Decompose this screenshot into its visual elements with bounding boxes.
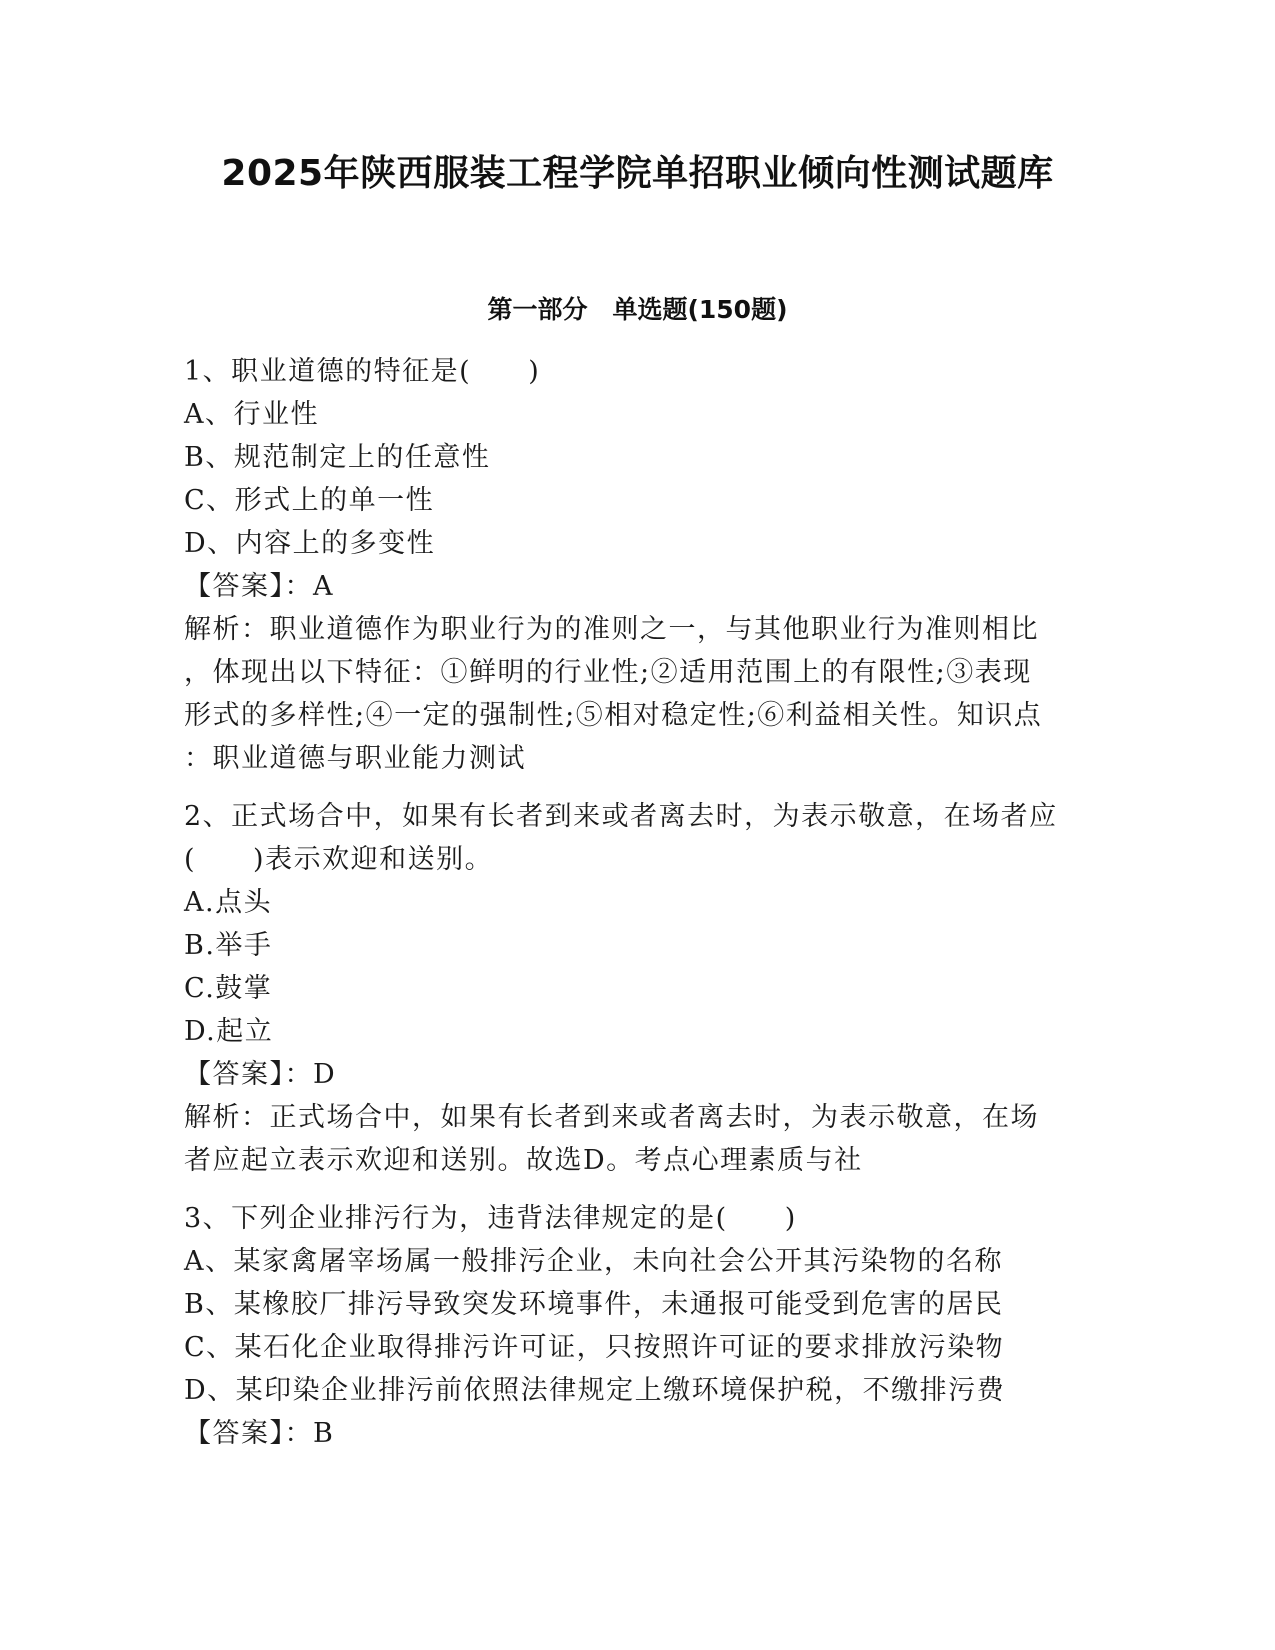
answer-label: 【答案】 [184,1059,285,1090]
question-stem: 3、下列企业排污行为，违背法律规定的是( ) [184,1203,797,1234]
answer-label: 【答案】 [184,571,285,602]
analysis-line: ：职业道德与职业能力测试 [184,743,526,774]
question-3 [184,1197,1084,1455]
option-d: D、内容上的多变性 [184,528,436,559]
option-c: C、某石化企业取得排污许可证，只按照许可证的要求排放污染物 [184,1332,1005,1363]
question-list [184,350,1084,1455]
analysis-line: ，体现出以下特征：①鲜明的行业性;②适用范围上的有限性;③表现 [184,657,1032,688]
answer-value: ：B [284,1418,335,1449]
option-d: D、某印染企业排污前依照法律规定上缴环境保护税，不缴排污费 [184,1375,1006,1406]
option-d: D.起立 [184,1016,274,1047]
answer-line [184,565,1084,608]
answer-line [184,1412,1084,1455]
answer-value: ：A [284,571,334,602]
analysis-line: 解析：职业道德作为职业行为的准则之一，与其他职业行为准则相比 [184,614,1039,645]
analysis-line: 解析：正式场合中，如果有长者到来或者离去时，为表示敬意，在场 [184,1102,1039,1133]
option-c: C.鼓掌 [184,973,273,1004]
question-spacer [184,780,1084,795]
document-title: 2025年陕西服装工程学院单招职业倾向性测试题库 [221,153,1054,194]
question-2 [184,795,1084,1182]
option-b: B、规范制定上的任意性 [184,442,491,473]
option-a: A.点头 [184,887,273,918]
answer-line [184,1053,1084,1096]
answer-value: ：D [284,1059,337,1090]
section-title: 第一部分 单选题(150题) [487,295,788,324]
option-c: C、形式上的单一性 [184,485,435,516]
question-stem: ( )表示欢迎和送别。 [184,844,494,875]
analysis-line: 形式的多样性;④一定的强制性;⑤相对稳定性;⑥利益相关性。知识点 [184,700,1043,731]
option-b: B、某橡胶厂排污导致突发环境事件，未通报可能受到危害的居民 [184,1289,1004,1320]
question-spacer [184,1182,1084,1197]
option-a: A、行业性 [184,399,319,430]
question-stem: 2、正式场合中，如果有长者到来或者离去时，为表示敬意，在场者应 [184,801,1058,832]
option-a: A、某家禽屠宰场属一般排污企业，未向社会公开其污染物的名称 [184,1246,1003,1277]
answer-label: 【答案】 [184,1418,285,1449]
question-1 [184,350,1084,780]
question-stem: 1、职业道德的特征是( ) [184,356,541,387]
analysis-line: 者应起立表示欢迎和送别。故选D。考点心理素质与社 [184,1145,863,1176]
option-b: B.举手 [184,930,273,961]
